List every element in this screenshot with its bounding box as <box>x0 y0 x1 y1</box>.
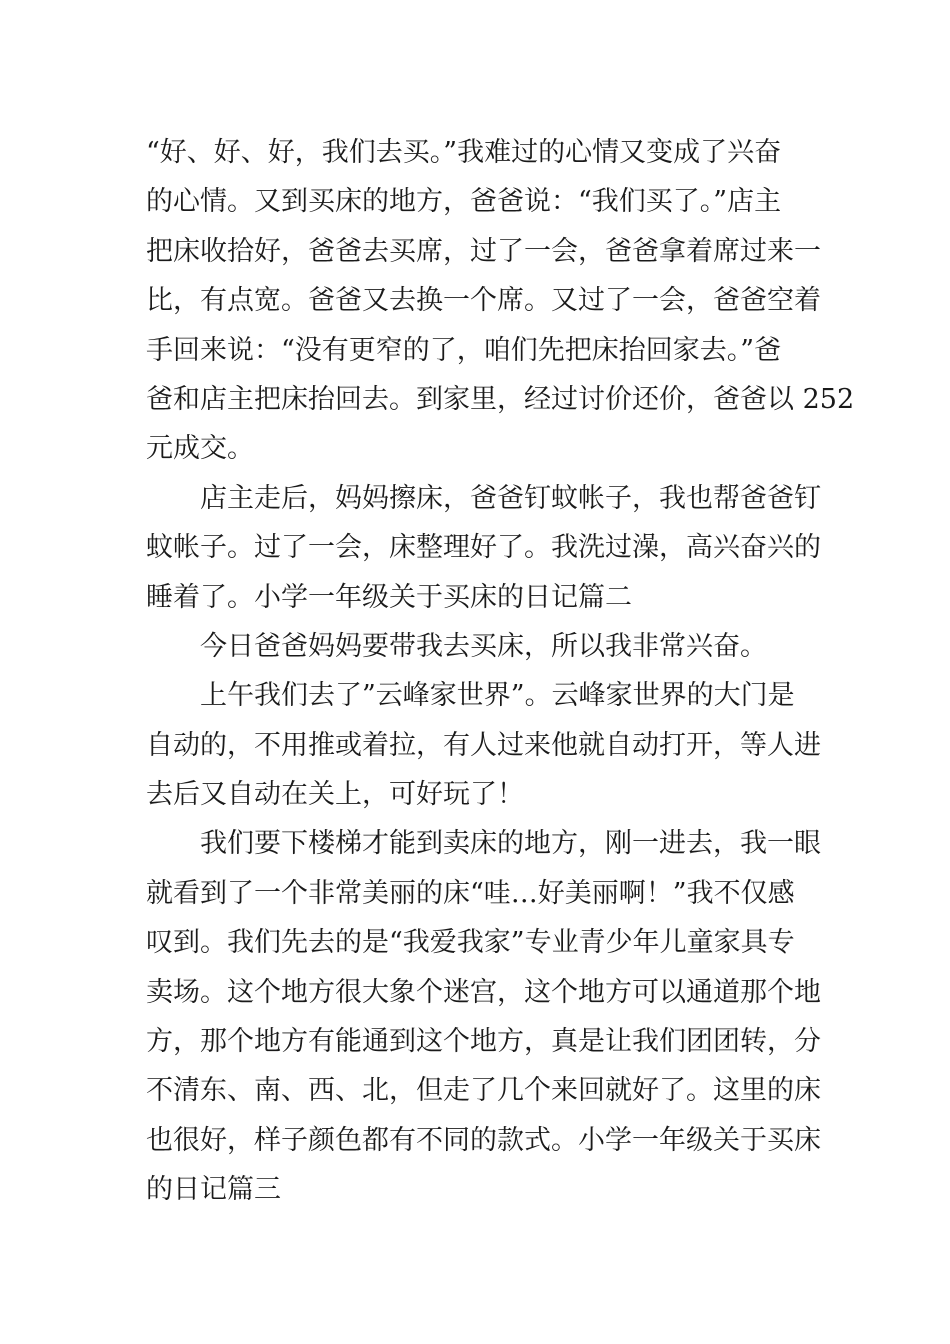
paragraph-2 <box>146 474 821 622</box>
text-line: 今日爸爸妈妈要带我去买床，所以我非常兴奋。 <box>146 630 767 662</box>
text-line: 爸和店主把床抬回去。到家里，经过讨价还价，爸爸以 252 <box>146 383 855 415</box>
text-line: 就看到了一个非常美丽的床“哇…好美丽啊！”我不仅感 <box>146 877 795 909</box>
text-line: 叹到。我们先去的是“我爱我家”专业青少年儿童家具专 <box>146 927 795 959</box>
text-line: 把床收拾好，爸爸去买席，过了一会，爸爸拿着席过来一 <box>146 235 821 267</box>
text-line: 去后又自动在关上，可好玩了！ <box>146 779 524 811</box>
text-line: 的心情。又到买床的地方，爸爸说：“我们买了。”店主 <box>146 186 782 218</box>
text-line: 蚊帐子。过了一会，床整理好了。我洗过澡，高兴奋兴的 <box>146 532 821 564</box>
text-line: 睡着了。小学一年级关于买床的日记篇二 <box>146 581 632 613</box>
paragraph-4 <box>146 671 821 819</box>
text-line: 的日记篇三 <box>146 1174 281 1206</box>
document-body <box>146 128 855 1215</box>
text-line: 我们要下楼梯才能到卖床的地方，刚一进去，我一眼 <box>146 828 821 860</box>
text-line: 卖场。这个地方很大象个迷宫，这个地方可以通道那个地 <box>146 976 821 1008</box>
text-line: 自动的，不用推或着拉，有人过来他就自动打开，等人进 <box>146 729 821 761</box>
text-line: 也很好，样子颜色都有不同的款式。小学一年级关于买床 <box>146 1124 821 1156</box>
paragraph-1 <box>146 128 855 474</box>
text-line: 上午我们去了”云峰家世界”。云峰家世界的大门是 <box>146 680 795 712</box>
text-line: 方，那个地方有能通到这个地方，真是让我们团团转，分 <box>146 1026 821 1058</box>
text-line: 店主走后，妈妈擦床，爸爸钉蚊帐子，我也帮爸爸钉 <box>146 482 821 514</box>
text-line: 元成交。 <box>146 433 254 465</box>
text-line: 比，有点宽。爸爸又去换一个席。又过了一会，爸爸空着 <box>146 285 821 317</box>
text-line: 手回来说：“没有更窄的了，咱们先把床抬回家去。”爸 <box>146 334 782 366</box>
text-line: “好、好、好，我们去买。”我难过的心情又变成了兴奋 <box>146 137 782 168</box>
text-line: 不清东、南、西、北，但走了几个来回就好了。这里的床 <box>146 1075 821 1107</box>
paragraph-3 <box>146 622 808 671</box>
paragraph-5 <box>146 819 821 1214</box>
